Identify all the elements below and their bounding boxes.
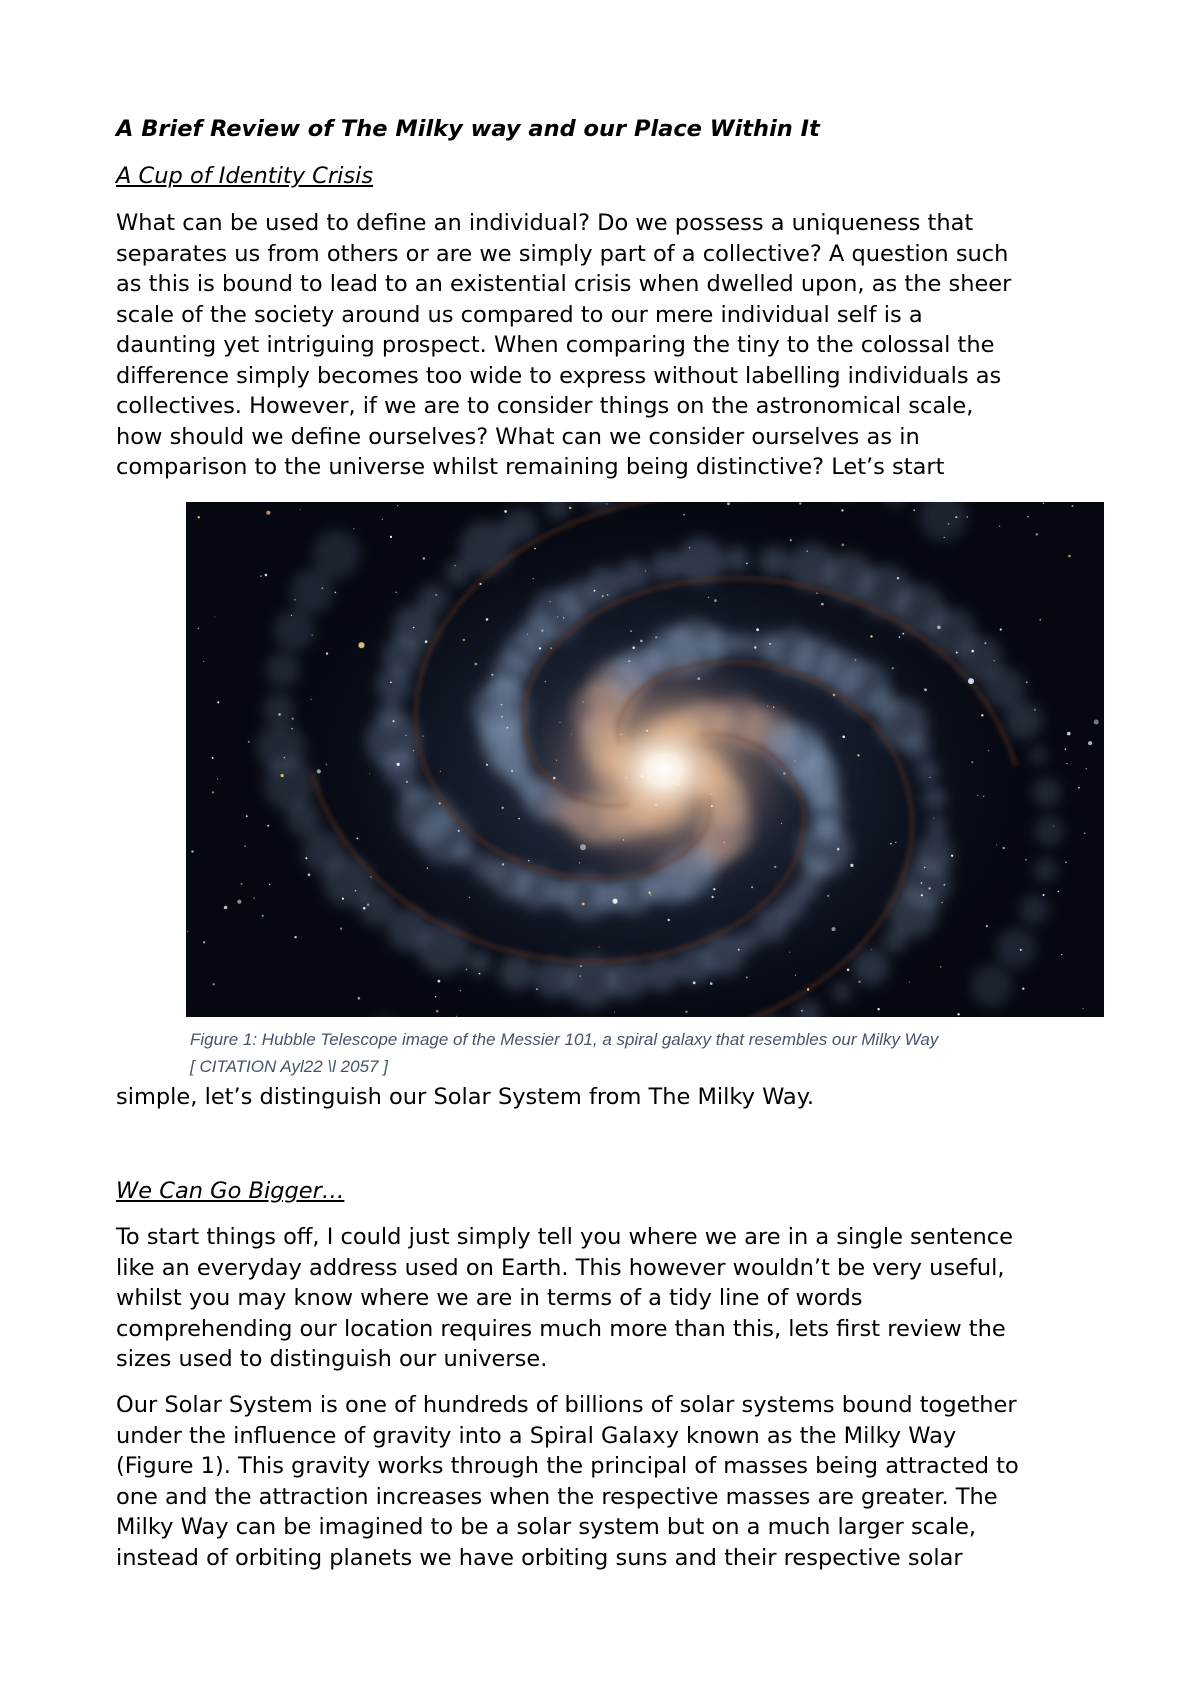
paragraph-continuation (116, 1082, 1116, 1113)
document-title: A Brief Review of The Milky way and our Place Within It (116, 116, 820, 142)
figure-caption (190, 1026, 1110, 1080)
paragraph-line: sizes used to distinguish our universe. (116, 1346, 548, 1372)
paragraph-line: one and the attraction increases when the respective masses are greater. The (116, 1483, 998, 1510)
section-heading-identity-crisis: A Cup of Identity Crisis (116, 163, 374, 189)
paragraph-line: (Figure 1). This gravity works through the principal of masses being attracted to (116, 1453, 1019, 1479)
paragraph-line: What can be used to define an individual? Do we possess a uniqueness that (116, 210, 974, 236)
caption-line: Figure 1: Hubble Telescope image of the Messier 101, a spiral galaxy that resembles our Milky Way (190, 1030, 939, 1049)
paragraph-identity-crisis (116, 208, 1116, 483)
paragraph-line: comprehending our location requires much more than this, lets first review the (116, 1315, 1006, 1342)
paragraph-line: like an everyday address used on Earth. This however wouldn’t be very useful, (116, 1254, 1005, 1281)
paragraph-line: difference simply becomes too wide to express without labelling individuals as (116, 362, 1002, 389)
section-heading-go-bigger: We Can Go Bigger… (116, 1178, 345, 1204)
paragraph-line: To start things off, I could just simply tell you where we are in a single sentence (116, 1224, 1014, 1250)
paragraph-line: instead of orbiting planets we have orbiting suns and their respective solar (116, 1544, 963, 1571)
paragraph-line: daunting yet intriguing prospect. When comparing the tiny to the colossal the (116, 332, 995, 358)
paragraph-line: simple, let’s distinguish our Solar System from The Milky Way. (116, 1084, 814, 1110)
paragraph-start-things-off (116, 1222, 1116, 1375)
paragraph-line: as this is bound to lead to an existential crisis when dwelled upon, as the sheer (116, 271, 1012, 297)
paragraph-line: comparison to the universe whilst remaining being distinctive? Let’s start (116, 454, 945, 480)
paragraph-line: Our Solar System is one of hundreds of billions of solar systems bound together (116, 1392, 1017, 1418)
paragraph-solar-system (116, 1390, 1116, 1573)
paragraph-line: Milky Way can be imagined to be a solar system but on a much larger scale, (116, 1514, 977, 1540)
paragraph-line: how should we define ourselves? What can we consider ourselves as in (116, 423, 920, 450)
galaxy-core (514, 640, 814, 900)
galaxy-figure-image (186, 502, 1104, 1017)
paragraph-line: scale of the society around us compared to our mere individual self is a (116, 301, 923, 328)
caption-citation: [ CITATION Ayl22 \l 2057 ] (190, 1057, 388, 1076)
paragraph-line: under the influence of gravity into a Spiral Galaxy known as the Milky Way (116, 1422, 957, 1449)
paragraph-line: whilst you may know where we are in terms of a tidy line of words (116, 1285, 863, 1311)
paragraph-line: separates us from others or are we simply part of a collective? A question such (116, 240, 1009, 267)
spiral-galaxy-illustration (186, 502, 1104, 1017)
paragraph-line: collectives. However, if we are to consider things on the astronomical scale, (116, 393, 974, 419)
